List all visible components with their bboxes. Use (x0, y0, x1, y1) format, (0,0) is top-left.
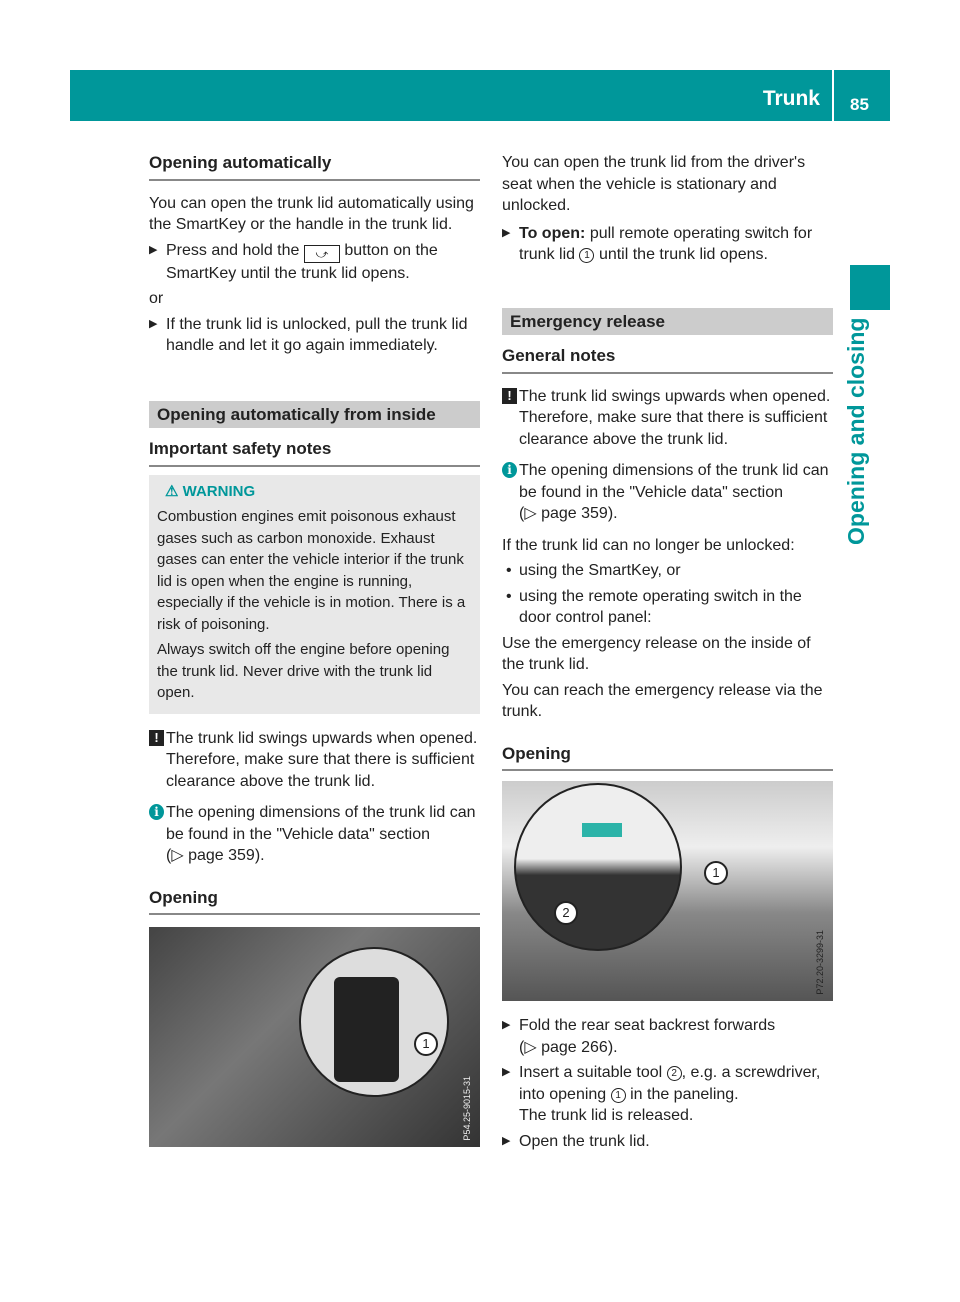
callout-1: 1 (414, 1032, 438, 1056)
heading-safety-notes: Important safety notes (149, 438, 480, 467)
dashboard-illustration (149, 927, 480, 1147)
step: ▶ To open: pull remote operating switch for trunk lid 1 until the trunk lid opens. (502, 223, 833, 266)
or-text: or (149, 290, 164, 307)
arrow-icon (582, 823, 622, 837)
image-code: P72.20-3299-31 (814, 930, 825, 995)
trunk-paneling-illustration (502, 781, 833, 1001)
section-title: Trunk (762, 87, 820, 110)
warning-box (149, 475, 480, 714)
warning-title: WARNING (182, 482, 256, 500)
image-code: P54.25-9015-31 (461, 1076, 472, 1141)
info-icon: i (149, 804, 164, 820)
info-note: i The opening dimensions of the trunk lid can be found in the "Vehicle data" section (▷ page 359). (149, 802, 480, 867)
info-icon: i (502, 462, 517, 478)
info-note: i The opening dimensions of the trunk lid can be found in the "Vehicle data" section (▷ page 359). (502, 460, 833, 525)
paragraph: You can reach the emergency release via the trunk. (502, 681, 823, 720)
right-column (502, 152, 833, 1156)
heading-general-notes: General notes (502, 345, 833, 374)
warning-text: Combustion engines emit poisonous exhaust gases such as carbon monoxide. Exhaust gases can enter the vehicle interior if the trunk lid is open when the engine is running, especially if the vehicle is in motion. There is a risk of poisoning. (157, 508, 466, 633)
paragraph: If the trunk lid can no longer be unlocked: (502, 536, 795, 554)
page-number: 85 (850, 95, 869, 114)
caution-note: ! The trunk lid swings upwards when opened. Therefore, make sure that there is sufficient clearance above the trunk lid. (502, 386, 833, 451)
paragraph: Use the emergency release on the inside of the trunk lid. (502, 634, 811, 673)
left-column (149, 152, 480, 1147)
callout-1: 1 (704, 861, 728, 885)
header-divider (832, 70, 834, 121)
page-reference[interactable]: (▷ page 266). (519, 1038, 618, 1056)
warning-triangle-icon: ⚠ (165, 482, 179, 500)
heading-opening-automatically: Opening automatically (149, 152, 480, 181)
page-reference[interactable]: (▷ page 359). (519, 505, 618, 522)
paragraph: You can open the trunk lid from the driver's seat when the vehicle is stationary and unlocked. (502, 154, 806, 214)
page-reference[interactable]: (▷ page 359). (166, 847, 265, 864)
step: ▶ Open the trunk lid. (502, 1131, 833, 1153)
step: ▶ Insert a suitable tool 2 , e.g. a screwdriver, into opening 1 in the paneling. The trunk lid is released. (502, 1062, 833, 1127)
step: ▶ Fold the rear seat backrest forwards (▷ page 266). (502, 1015, 833, 1058)
step: ▶ If the trunk lid is unlocked, pull the trunk lid handle and let it go again immediately. (149, 314, 480, 357)
paragraph: You can open the trunk lid automatically using the SmartKey or the handle in the trunk lid. (149, 194, 474, 233)
exclamation-icon: ! (149, 730, 164, 746)
chapter-title: Opening and closing (843, 317, 869, 545)
bullet-item: • using the SmartKey, or (502, 560, 833, 582)
heading-opening: Opening (149, 887, 480, 916)
callout-2: 2 (554, 901, 578, 925)
page-header (70, 70, 890, 121)
callout-number: 1 (579, 248, 594, 263)
heading-opening: Opening (502, 743, 833, 772)
step: ▶ Press and hold the ⤻ button on the SmartKey until the trunk lid opens. (149, 240, 480, 285)
section-band: Emergency release (502, 308, 833, 336)
caution-note: ! The trunk lid swings upwards when opened. Therefore, make sure that there is sufficient clearance above the trunk lid. (149, 728, 480, 793)
warning-text: Always switch off the engine before opening the trunk lid. Never drive with the trunk lid open. (157, 641, 450, 701)
section-band: Opening automatically from inside (149, 401, 480, 429)
bullet-item: • using the remote operating switch in the door control panel: (502, 586, 833, 629)
callout-number: 2 (667, 1066, 682, 1081)
exclamation-icon: ! (502, 388, 517, 404)
callout-number: 1 (611, 1088, 626, 1103)
chapter-tab (850, 265, 890, 310)
trunk-key-icon: ⤻ (304, 245, 340, 263)
result-text: The trunk lid is released. (519, 1107, 694, 1124)
